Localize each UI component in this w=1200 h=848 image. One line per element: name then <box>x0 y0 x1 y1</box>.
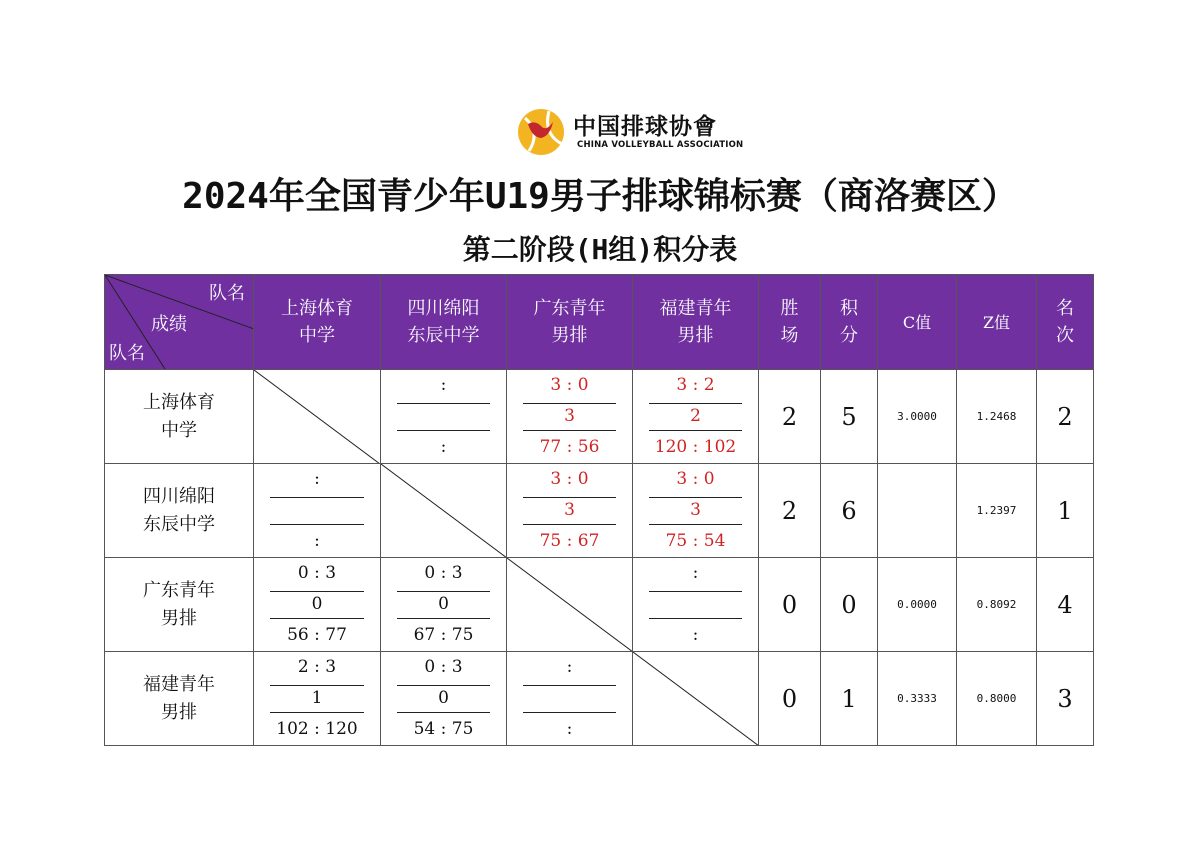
match-points: 3 <box>633 495 758 526</box>
diagonal-line <box>381 464 507 558</box>
wins-value: 2 <box>759 464 821 558</box>
match-result-cell <box>254 558 381 652</box>
match-points: 3 <box>507 401 632 432</box>
corner-label-result: 成绩 <box>151 314 187 335</box>
table-row <box>105 464 1094 558</box>
rank-value: 4 <box>1037 558 1094 652</box>
match-points: 3 <box>507 495 632 526</box>
z-value: 0.8000 <box>957 652 1037 746</box>
row-team-name: 上海体育 中学 <box>105 370 254 464</box>
match-score: 3 : 0 <box>550 469 589 489</box>
z-value: 1.2397 <box>957 464 1037 558</box>
header-row <box>105 275 1094 370</box>
match-result-cell <box>254 464 381 558</box>
points-value: 1 <box>821 652 878 746</box>
match-point-ratio: 67 : 75 <box>413 625 474 645</box>
match-score: : <box>314 469 320 489</box>
page-subtitle: 第二阶段(H组)积分表 <box>462 233 738 266</box>
z-value: 1.2468 <box>957 370 1037 464</box>
match-points: 0 <box>254 589 380 620</box>
cva-logo <box>515 104 744 158</box>
col-header-rank: 名 次 <box>1037 275 1094 370</box>
match-result-cell <box>507 464 633 558</box>
match-result-cell <box>633 558 759 652</box>
self-match-cell <box>633 652 759 746</box>
col-header: 福建青年 男排 <box>633 275 759 370</box>
match-score: 2 : 3 <box>297 657 337 677</box>
match-point-ratio: 75 : 67 <box>539 531 600 551</box>
match-point-ratio: : <box>692 625 699 645</box>
diagonal-line <box>507 558 633 652</box>
rank-value: 2 <box>1037 370 1094 464</box>
standings-table <box>104 274 1094 746</box>
col-header-c-value: C值 <box>878 275 957 370</box>
match-points: 2 <box>633 401 758 432</box>
match-score: : <box>692 563 699 583</box>
match-point-ratio: : <box>314 531 320 551</box>
col-header: 广东青年 男排 <box>507 275 633 370</box>
match-point-ratio: 102 : 120 <box>276 719 358 739</box>
match-point-ratio: 77 : 56 <box>539 437 600 457</box>
match-point-ratio: 75 : 54 <box>665 531 726 551</box>
c-value: 0.3333 <box>878 652 957 746</box>
match-result-cell <box>381 652 507 746</box>
c-value: 3.0000 <box>878 370 957 464</box>
points-value: 6 <box>821 464 878 558</box>
row-team-name: 四川绵阳 东辰中学 <box>105 464 254 558</box>
page-title: 2024年全国青少年U19男子排球锦标赛（商洛赛区） <box>182 176 1018 217</box>
match-points: 0 <box>381 589 506 620</box>
col-header-z-value: Z值 <box>957 275 1037 370</box>
match-points <box>381 401 506 432</box>
match-point-ratio: 56 : 77 <box>287 625 347 645</box>
diagonal-line <box>254 370 380 464</box>
points-value: 0 <box>821 558 878 652</box>
match-score: 0 : 3 <box>424 563 463 583</box>
match-score: 3 : 2 <box>676 375 715 395</box>
match-points <box>254 495 380 526</box>
table-row <box>105 558 1094 652</box>
wins-value: 0 <box>759 652 821 746</box>
match-result-cell <box>254 652 381 746</box>
match-score: 3 : 0 <box>676 469 715 489</box>
diagonal-line <box>633 652 759 746</box>
row-team-name: 广东青年 男排 <box>105 558 254 652</box>
table-row <box>105 370 1094 464</box>
match-point-ratio: : <box>566 719 573 739</box>
match-result-cell <box>633 370 759 464</box>
table-row <box>105 652 1094 746</box>
match-points: 0 <box>381 683 506 714</box>
self-match-cell <box>507 558 633 652</box>
wins-value: 0 <box>759 558 821 652</box>
corner-label-team-left: 队名 <box>109 343 145 364</box>
corner-cell <box>105 275 254 370</box>
volleyball-logo-icon <box>515 106 569 158</box>
match-point-ratio: 54 : 75 <box>413 719 474 739</box>
logo-english-text: CHINA VOLLEYBALL ASSOCIATION <box>577 140 744 150</box>
match-score: : <box>440 375 447 395</box>
row-team-name: 福建青年 男排 <box>105 652 254 746</box>
match-point-ratio: : <box>440 437 447 457</box>
c-value <box>878 464 957 558</box>
match-point-ratio: 120 : 102 <box>654 437 737 457</box>
col-header: 四川绵阳 东辰中学 <box>381 275 507 370</box>
corner-label-team-top: 队名 <box>209 283 245 304</box>
match-result-cell <box>381 370 507 464</box>
match-result-cell <box>381 558 507 652</box>
match-score: 0 : 3 <box>297 563 337 583</box>
match-score: 3 : 0 <box>550 375 589 395</box>
self-match-cell <box>381 464 507 558</box>
col-header: 上海体育 中学 <box>254 275 381 370</box>
logo-chinese-text: 中国排球协會 <box>573 113 717 140</box>
match-points <box>507 683 632 714</box>
match-points <box>633 589 758 620</box>
c-value: 0.0000 <box>878 558 957 652</box>
points-value: 5 <box>821 370 878 464</box>
rank-value: 1 <box>1037 464 1094 558</box>
col-header-points: 积 分 <box>821 275 878 370</box>
col-header-wins: 胜 场 <box>759 275 821 370</box>
match-result-cell <box>633 464 759 558</box>
match-points: 1 <box>254 683 380 714</box>
match-result-cell <box>507 370 633 464</box>
wins-value: 2 <box>759 370 821 464</box>
rank-value: 3 <box>1037 652 1094 746</box>
z-value: 0.8092 <box>957 558 1037 652</box>
match-result-cell <box>507 652 633 746</box>
self-match-cell <box>254 370 381 464</box>
match-score: : <box>566 657 573 677</box>
match-score: 0 : 3 <box>424 657 463 677</box>
